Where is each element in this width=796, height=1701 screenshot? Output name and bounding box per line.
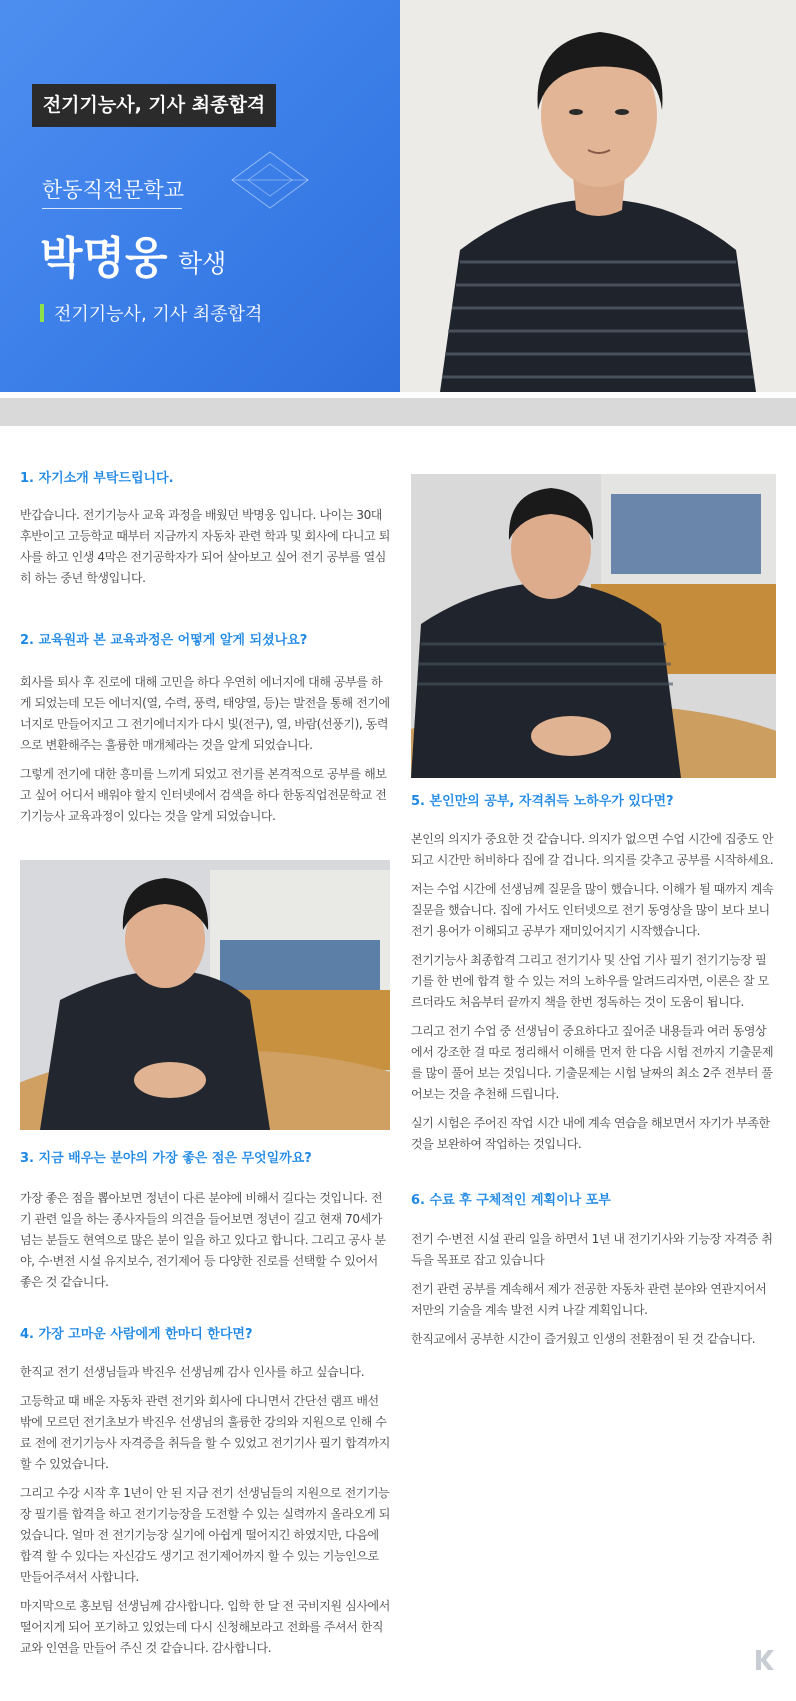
question-2-title: 2. 교육원과 본 교육과정은 어떻게 알게 되셨나요? — [20, 633, 308, 648]
student-name: 박명웅 — [40, 233, 168, 284]
answer-3-paragraph: 가장 좋은 점을 뽑아보면 정년이 다른 분야에 비해서 길다는 것입니다. 전기 관련 일을 하는 종사자들의 의견을 들어보면 정년이 길고 현재 70세가 넘는 분들도 현역으로 많은 분이 일을 하고 있다고 합니다. 그리고 공사 분야, 수·변전 시설 유지보수, 전기제어 등 다양한 진로를 선택할 수 있어서 좋은 것 같습니다. — [20, 1191, 386, 1289]
answer-6-paragraph: 한직교에서 공부한 시간이 즐거웠고 인생의 전환점이 된 것 같습니다. — [411, 1332, 756, 1346]
question-6 — [411, 1192, 776, 1210]
answer-5 — [411, 829, 776, 1155]
portrait-illustration — [400, 0, 796, 392]
k-logo-icon — [752, 1648, 776, 1672]
answer-2 — [20, 672, 390, 827]
question-4 — [20, 1326, 390, 1344]
answer-4-paragraph: 고등학교 때 배운 자동차 관련 전기와 회사에 다니면서 간단선 램프 배선 밖에 모르던 전기초보가 박진우 선생님의 훌륭한 강의와 지원으로 인해 수료 전에 전기기능사 자격증을 취득을 할 수 있었고 전기기사 필기 합격까지 할 수 있었습니다. — [20, 1394, 390, 1471]
school-underline — [42, 208, 182, 209]
question-5 — [411, 793, 776, 811]
subtitle-accent-bar — [40, 304, 44, 322]
question-1-title: 1. 자기소개 부탁드립니다. — [20, 471, 174, 486]
achievement-badge: 전기기능사, 기사 최종합격 — [32, 84, 276, 127]
diamond-deco-icon — [230, 150, 310, 210]
question-6-title: 6. 수료 후 구체적인 계획이나 포부 — [411, 1193, 611, 1208]
answer-4-paragraph: 마지막으로 홍보팀 선생님께 감사합니다. 입학 한 달 전 국비지원 심사에서 떨어지게 되어 포기하고 있었는데 다시 신청해보라고 전화를 주셔서 한직교와 인연을 만들어 주신 것 같습니다. 감사합니다. — [20, 1599, 390, 1655]
interview-illustration-2 — [411, 474, 776, 778]
answer-5-paragraph: 그리고 전기 수업 중 선생님이 중요하다고 짚어준 내용들과 여러 동영상에서 강조한 걸 따로 정리해서 이해를 먼저 한 다음 시험 전까지 기출문제를 많이 풀어 보는 것입니다. 기출문제는 시험 날짜의 최소 2주 전부터 풀어보는 것을 추천해 드립니다. — [411, 1024, 774, 1101]
question-4-title: 4. 가장 고마운 사람에게 한마디 한다면? — [20, 1327, 253, 1342]
answer-1-paragraph: 반갑습니다. 전기기능사 교육 과정을 배웠던 박명웅 입니다. 나이는 30대 후반이고 고등학교 때부터 지금까지 자동차 관련 학과 및 회사에 다니고 퇴사를 하고 인생 4막은 전기공학자가 되어 살아보고 싶어 전기 공부를 열심히 하는 중년 학생입니다. — [20, 508, 390, 585]
question-3-title: 3. 지금 배우는 분야의 가장 좋은 점은 무엇일까요? — [20, 1151, 312, 1166]
answer-5-paragraph: 실기 시험은 주어진 작업 시간 내에 계속 연습을 해보면서 자기가 부족한 것을 보완하여 작업하는 것입니다. — [411, 1116, 770, 1151]
answer-4 — [20, 1362, 390, 1659]
question-1 — [20, 470, 390, 488]
hero-subtitle: 전기기능사, 기사 최종합격 — [54, 304, 263, 325]
answer-6-paragraph: 전기 관련 공부를 계속해서 제가 전공한 자동차 관련 분야와 연관지어서 저만의 기술을 계속 발전 시켜 나갈 계획입니다. — [411, 1282, 767, 1317]
section-divider — [0, 398, 796, 426]
student-portrait-photo — [400, 0, 796, 392]
question-3 — [20, 1150, 390, 1168]
interview-photo-1 — [20, 860, 390, 1130]
interview-photo-2 — [411, 474, 776, 778]
question-5-title: 5. 본인만의 공부, 자격취득 노하우가 있다면? — [411, 794, 674, 809]
hero-banner — [0, 0, 796, 392]
question-2 — [20, 632, 390, 650]
hero-title-panel — [0, 0, 400, 392]
answer-2-paragraph: 회사를 퇴사 후 진로에 대해 고민을 하다 우연히 에너지에 대해 공부를 하게 되었는데 모든 에너지(열, 수력, 풍력, 태양열, 등)는 발전을 통해 전기에너지로 만들어지고 그 전기에너지가 다시 빛(전구), 열, 바람(선풍기), 동력으로 변환해주는 훌륭한 매개체라는 것을 알게 되었습니다. — [20, 675, 390, 752]
interview-illustration-1 — [20, 860, 390, 1130]
answer-5-paragraph: 전기기능사 최종합격 그리고 전기기사 및 산업 기사 필기 전기기능장 필기를 한 번에 합격 할 수 있는 저의 노하우를 알려드리자면, 이론은 잘 모르더라도 처음부터 끝까지 책을 한번 정독하는 것이 도움이 됩니다. — [411, 953, 769, 1009]
school-name: 한동직전문학교 — [42, 178, 185, 202]
student-suffix: 학생 — [178, 249, 227, 278]
answer-6 — [411, 1229, 776, 1350]
answer-1 — [20, 505, 390, 589]
answer-3 — [20, 1188, 390, 1293]
answer-4-paragraph: 그리고 수강 시작 후 1년이 안 된 지금 전기 선생님들의 지원으로 전기기능장 필기를 합격을 하고 전기기능장을 도전할 수 있는 실력까지 올라오게 되었습니다. 얼마 전 전기기능장 실기에 아쉽게 떨어지긴 하였지만, 다음에 합격 할 수 있다는 자신감도 생기고 전기제어까지 할 수 있는 기능인으로 만들어주셔서 사합니다. — [20, 1486, 390, 1584]
answer-2-paragraph: 그렇게 전기에 대한 흥미를 느끼게 되었고 전기를 본격적으로 공부를 해보고 싶어 어디서 배워야 할지 인터넷에서 검색을 하다 한동직업전문학교 전기기능사 교육과정이 있다는 것을 알게 되었습니다. — [20, 767, 387, 823]
answer-4-paragraph: 한직교 전기 선생님들과 박진우 선생님께 감사 인사를 하고 싶습니다. — [20, 1365, 365, 1379]
answer-5-paragraph: 본인의 의지가 중요한 것 같습니다. 의지가 없으면 수업 시간에 집중도 안되고 시간만 허비하다 집에 갈 겁니다. 의지를 갖추고 공부를 시작하세요. — [411, 832, 774, 867]
answer-6-paragraph: 전기 수·변전 시설 관리 일을 하면서 1년 내 전기기사와 기능장 자격증 취득을 목표로 잡고 있습니다 — [411, 1232, 773, 1267]
answer-5-paragraph: 저는 수업 시간에 선생님께 질문을 많이 했습니다. 이해가 될 때까지 계속 질문을 했습니다. 집에 가서도 인터넷으로 전기 동영상을 많이 보다 보니 전기 용어가 이해되고 공부가 재미있어지기 시작했습니다. — [411, 882, 774, 938]
